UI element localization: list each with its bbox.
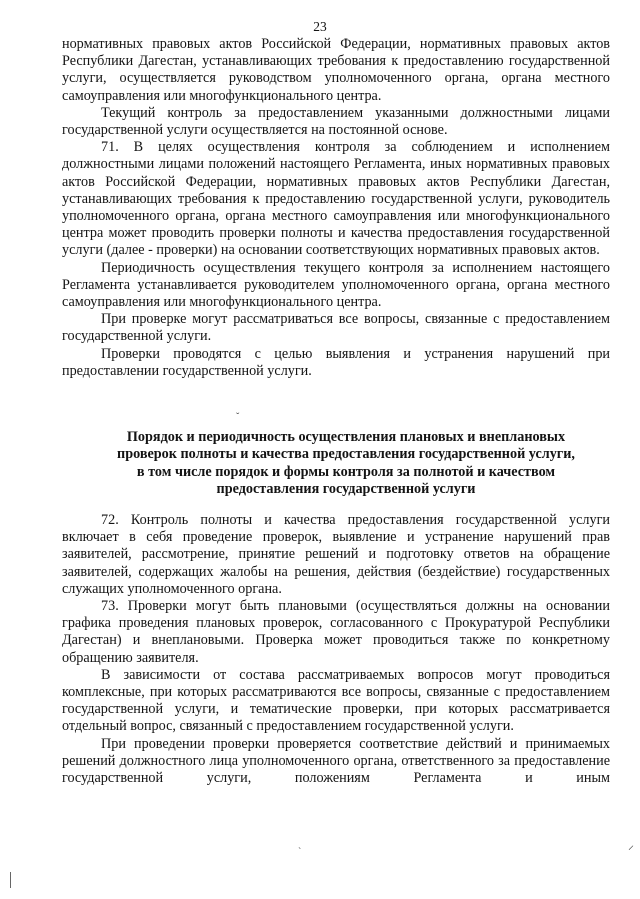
paragraph-current-control: Текущий контроль за предоставлением указанными должностными лицами государственной услуги осуществляется на постоянной основе. (62, 104, 610, 139)
scan-speck: ⸝ (628, 838, 635, 852)
text-block-top (62, 36, 610, 380)
paragraph-check-purpose: Проверки проводятся с целью выявления и устранения нарушений при предоставлении государственной услуги. (62, 345, 610, 379)
paragraph-continuation: нормативных правовых актов Российской Федерации, нормативных правовых актов Республики Дагестан, устанавливающих требования к предоставлению государственной услуги, осуществляется руководством уполномоченного органа, органа местного самоуправления или многофункционального центра. (62, 36, 610, 104)
heading-line: проверок полноты и качества предоставления государственной услуги, (117, 446, 575, 463)
paragraph-73: 73. Проверки могут быть плановыми (осуществляться должны на основании графика проведения плановых проверок, согласованного с Прокуратурой Республики Дагестан) и внеплановыми. Проверка может проводиться также по конкретному обращению заявителя. (62, 598, 610, 666)
heading-line: предоставления государственной услуги (216, 480, 476, 497)
heading-line: Порядок и периодичность осуществления плановых и внеплановых (126, 429, 566, 445)
paragraph-periodicity: Периодичность осуществления текущего контроля за исполнением настоящего Регламента устанавливается руководителем уполномоченного органа, органа местного самоуправления или многофункционального центра. (62, 259, 610, 311)
paragraph-check-types: В зависимости от состава рассматриваемых вопросов могут проводиться комплексные, при которых рассматриваются все вопросы, связанные с предоставлением государственной услуги, и тематические проверки, при которых рассматривается отдельный вопрос, связанный с предоставлением государственной услуги. (62, 666, 610, 735)
paragraph-72: 72. Контроль полноты и качества предоставления государственной услуги включает в себя проведение проверок, выявление и устранение нарушений прав заявителей, рассмотрение, принятие решений и подготовку ответов на обращение заявителей, содержащих жалобы на решения, действия (бездействие) государственных служащих уполномоченного органа. (62, 512, 610, 597)
heading-line: в том числе порядок и формы контроля за полнотой и качеством (136, 463, 556, 480)
text-block-bottom (62, 512, 610, 787)
page-number: 23 (313, 19, 327, 34)
paragraph-check-conduct: При проведении проверки проверяется соответствие действий и принимаемых решений должностного лица уполномоченного органа, ответственного за предоставление государственной услуги, положениям Регламента и иным (62, 735, 610, 787)
scan-speck: ˇ (236, 412, 240, 423)
paragraph-check-questions: При проверке могут рассматриваться все вопросы, связанные с предоставлением государственной услуги. (62, 311, 610, 345)
scan-edge-mark (10, 872, 11, 888)
section-heading (78, 429, 614, 498)
scan-speck: ˋ (298, 847, 302, 858)
paragraph-71: 71. В целях осуществления контроля за соблюдением и исполнением должностными лицами положений настоящего Регламента, иных нормативных правовых актов Российской Федерации, нормативных правовых актов Республики Дагестан, устанавливающих требования к предоставлению государственной услуги, руководитель уполномоченного органа, органа местного самоуправления или многофункционального центра может проводить проверки полноты и качества предоставления государственной услуги (далее - проверки) на основании соответствующих нормативных правовых актов. (62, 139, 610, 259)
